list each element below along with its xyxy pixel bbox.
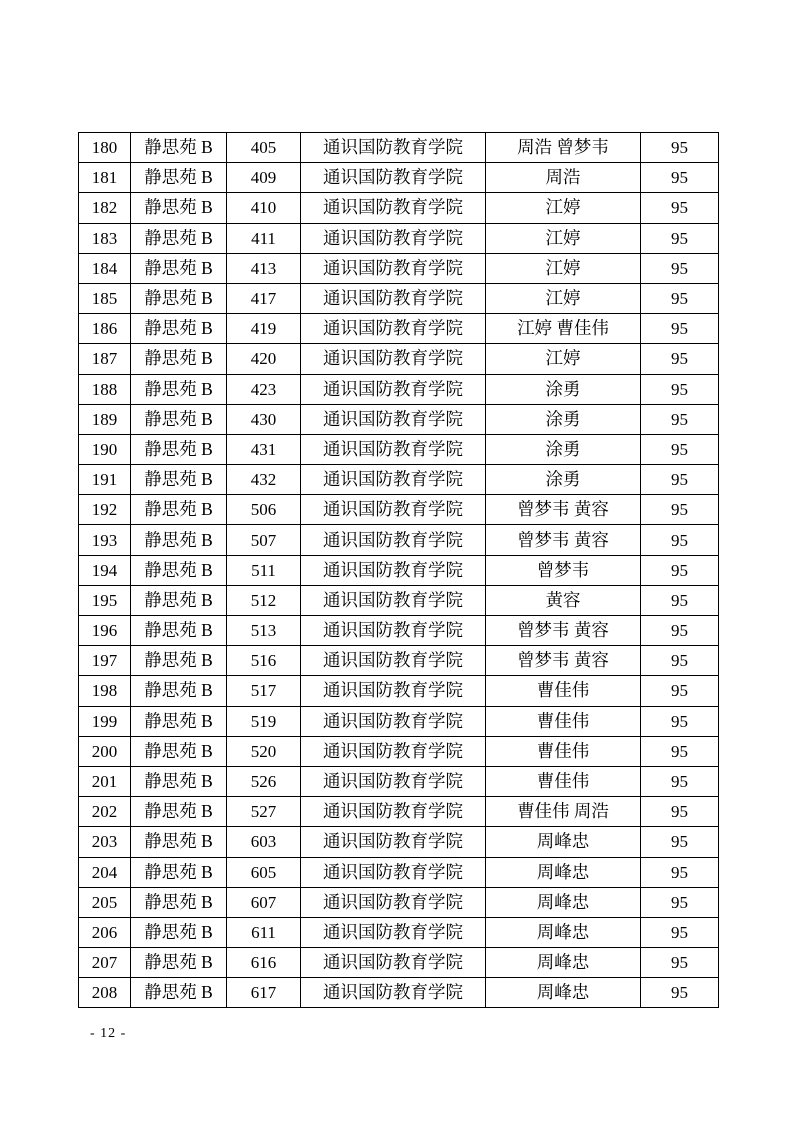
cell-building: 静思苑 B xyxy=(131,133,227,163)
cell-row-number: 181 xyxy=(79,163,131,193)
table-row xyxy=(79,525,719,555)
cell-room: 417 xyxy=(227,283,301,313)
cell-college: 通识国防教育学院 xyxy=(301,978,486,1008)
cell-row-number: 206 xyxy=(79,917,131,947)
cell-row-number: 207 xyxy=(79,948,131,978)
cell-building: 静思苑 B xyxy=(131,555,227,585)
table-row xyxy=(79,465,719,495)
cell-score: 95 xyxy=(641,827,719,857)
dormitory-table-container xyxy=(78,132,719,1008)
cell-room: 513 xyxy=(227,616,301,646)
cell-building: 静思苑 B xyxy=(131,676,227,706)
cell-staff: 周峰忠 xyxy=(486,917,641,947)
cell-college: 通识国防教育学院 xyxy=(301,585,486,615)
cell-college: 通识国防教育学院 xyxy=(301,917,486,947)
table-row xyxy=(79,555,719,585)
cell-college: 通识国防教育学院 xyxy=(301,857,486,887)
cell-building: 静思苑 B xyxy=(131,766,227,796)
table-row xyxy=(79,404,719,434)
cell-building: 静思苑 B xyxy=(131,585,227,615)
cell-college: 通识国防教育学院 xyxy=(301,676,486,706)
cell-staff: 江婷 xyxy=(486,344,641,374)
cell-score: 95 xyxy=(641,525,719,555)
cell-score: 95 xyxy=(641,283,719,313)
cell-row-number: 194 xyxy=(79,555,131,585)
table-row xyxy=(79,133,719,163)
table-row xyxy=(79,676,719,706)
cell-score: 95 xyxy=(641,676,719,706)
cell-room: 413 xyxy=(227,253,301,283)
cell-staff: 周浩 xyxy=(486,163,641,193)
cell-row-number: 187 xyxy=(79,344,131,374)
cell-college: 通识国防教育学院 xyxy=(301,374,486,404)
cell-building: 静思苑 B xyxy=(131,495,227,525)
cell-room: 607 xyxy=(227,887,301,917)
cell-row-number: 203 xyxy=(79,827,131,857)
cell-college: 通识国防教育学院 xyxy=(301,223,486,253)
cell-building: 静思苑 B xyxy=(131,978,227,1008)
cell-building: 静思苑 B xyxy=(131,827,227,857)
cell-score: 95 xyxy=(641,253,719,283)
cell-staff: 黄容 xyxy=(486,585,641,615)
cell-college: 通识国防教育学院 xyxy=(301,948,486,978)
cell-college: 通识国防教育学院 xyxy=(301,344,486,374)
cell-building: 静思苑 B xyxy=(131,857,227,887)
cell-staff: 江婷 曹佳伟 xyxy=(486,314,641,344)
cell-score: 95 xyxy=(641,193,719,223)
cell-row-number: 180 xyxy=(79,133,131,163)
cell-score: 95 xyxy=(641,616,719,646)
cell-college: 通识国防教育学院 xyxy=(301,646,486,676)
cell-room: 507 xyxy=(227,525,301,555)
cell-staff: 周峰忠 xyxy=(486,978,641,1008)
cell-staff: 江婷 xyxy=(486,253,641,283)
cell-row-number: 201 xyxy=(79,766,131,796)
cell-room: 527 xyxy=(227,797,301,827)
cell-college: 通识国防教育学院 xyxy=(301,616,486,646)
cell-staff: 曹佳伟 xyxy=(486,766,641,796)
cell-college: 通识国防教育学院 xyxy=(301,706,486,736)
cell-score: 95 xyxy=(641,646,719,676)
cell-room: 516 xyxy=(227,646,301,676)
cell-room: 423 xyxy=(227,374,301,404)
cell-building: 静思苑 B xyxy=(131,797,227,827)
cell-row-number: 197 xyxy=(79,646,131,676)
cell-room: 430 xyxy=(227,404,301,434)
cell-college: 通识国防教育学院 xyxy=(301,434,486,464)
table-row xyxy=(79,736,719,766)
cell-college: 通识国防教育学院 xyxy=(301,253,486,283)
cell-staff: 涂勇 xyxy=(486,465,641,495)
cell-building: 静思苑 B xyxy=(131,163,227,193)
cell-room: 506 xyxy=(227,495,301,525)
cell-staff: 涂勇 xyxy=(486,434,641,464)
cell-staff: 曹佳伟 周浩 xyxy=(486,797,641,827)
cell-building: 静思苑 B xyxy=(131,917,227,947)
cell-score: 95 xyxy=(641,766,719,796)
cell-staff: 江婷 xyxy=(486,283,641,313)
table-row xyxy=(79,766,719,796)
cell-score: 95 xyxy=(641,495,719,525)
cell-score: 95 xyxy=(641,133,719,163)
table-row xyxy=(79,283,719,313)
cell-row-number: 183 xyxy=(79,223,131,253)
table-row xyxy=(79,163,719,193)
cell-building: 静思苑 B xyxy=(131,948,227,978)
page-number: - 12 - xyxy=(90,1026,127,1041)
table-body xyxy=(79,133,719,1008)
cell-row-number: 204 xyxy=(79,857,131,887)
cell-staff: 周峰忠 xyxy=(486,827,641,857)
cell-score: 95 xyxy=(641,797,719,827)
cell-score: 95 xyxy=(641,978,719,1008)
cell-building: 静思苑 B xyxy=(131,314,227,344)
cell-room: 517 xyxy=(227,676,301,706)
cell-row-number: 184 xyxy=(79,253,131,283)
cell-building: 静思苑 B xyxy=(131,374,227,404)
cell-building: 静思苑 B xyxy=(131,646,227,676)
cell-room: 617 xyxy=(227,978,301,1008)
table-row xyxy=(79,706,719,736)
cell-row-number: 192 xyxy=(79,495,131,525)
cell-staff: 曹佳伟 xyxy=(486,736,641,766)
cell-row-number: 200 xyxy=(79,736,131,766)
cell-staff: 江婷 xyxy=(486,223,641,253)
cell-row-number: 191 xyxy=(79,465,131,495)
cell-score: 95 xyxy=(641,163,719,193)
cell-score: 95 xyxy=(641,706,719,736)
cell-row-number: 205 xyxy=(79,887,131,917)
cell-room: 431 xyxy=(227,434,301,464)
cell-score: 95 xyxy=(641,374,719,404)
cell-building: 静思苑 B xyxy=(131,404,227,434)
cell-row-number: 196 xyxy=(79,616,131,646)
cell-building: 静思苑 B xyxy=(131,283,227,313)
cell-building: 静思苑 B xyxy=(131,344,227,374)
cell-room: 526 xyxy=(227,766,301,796)
cell-building: 静思苑 B xyxy=(131,465,227,495)
table-row xyxy=(79,646,719,676)
cell-college: 通识国防教育学院 xyxy=(301,314,486,344)
cell-staff: 曹佳伟 xyxy=(486,676,641,706)
table-row xyxy=(79,797,719,827)
cell-college: 通识国防教育学院 xyxy=(301,193,486,223)
cell-college: 通识国防教育学院 xyxy=(301,827,486,857)
table-row xyxy=(79,253,719,283)
table-row xyxy=(79,314,719,344)
cell-college: 通识国防教育学院 xyxy=(301,495,486,525)
cell-score: 95 xyxy=(641,344,719,374)
table-row xyxy=(79,193,719,223)
cell-staff: 周峰忠 xyxy=(486,857,641,887)
cell-room: 409 xyxy=(227,163,301,193)
cell-room: 432 xyxy=(227,465,301,495)
cell-row-number: 185 xyxy=(79,283,131,313)
cell-score: 95 xyxy=(641,585,719,615)
cell-room: 603 xyxy=(227,827,301,857)
cell-staff: 曾梦韦 xyxy=(486,555,641,585)
table-row xyxy=(79,827,719,857)
cell-staff: 曾梦韦 黄容 xyxy=(486,646,641,676)
cell-college: 通识国防教育学院 xyxy=(301,736,486,766)
cell-room: 410 xyxy=(227,193,301,223)
cell-row-number: 198 xyxy=(79,676,131,706)
cell-score: 95 xyxy=(641,404,719,434)
cell-score: 95 xyxy=(641,736,719,766)
cell-score: 95 xyxy=(641,314,719,344)
cell-row-number: 195 xyxy=(79,585,131,615)
table-row xyxy=(79,887,719,917)
cell-room: 411 xyxy=(227,223,301,253)
cell-staff: 曾梦韦 黄容 xyxy=(486,616,641,646)
table-row xyxy=(79,344,719,374)
cell-college: 通识国防教育学院 xyxy=(301,887,486,917)
table-row xyxy=(79,585,719,615)
cell-row-number: 186 xyxy=(79,314,131,344)
cell-staff: 涂勇 xyxy=(486,374,641,404)
cell-building: 静思苑 B xyxy=(131,706,227,736)
cell-college: 通识国防教育学院 xyxy=(301,766,486,796)
cell-college: 通识国防教育学院 xyxy=(301,555,486,585)
cell-room: 611 xyxy=(227,917,301,947)
cell-row-number: 182 xyxy=(79,193,131,223)
table-row xyxy=(79,495,719,525)
cell-score: 95 xyxy=(641,948,719,978)
cell-staff: 曾梦韦 黄容 xyxy=(486,495,641,525)
table-row xyxy=(79,616,719,646)
cell-college: 通识国防教育学院 xyxy=(301,283,486,313)
cell-room: 420 xyxy=(227,344,301,374)
cell-staff: 周峰忠 xyxy=(486,887,641,917)
table-row xyxy=(79,434,719,464)
cell-building: 静思苑 B xyxy=(131,887,227,917)
cell-score: 95 xyxy=(641,434,719,464)
cell-college: 通识国防教育学院 xyxy=(301,163,486,193)
cell-room: 520 xyxy=(227,736,301,766)
cell-building: 静思苑 B xyxy=(131,525,227,555)
cell-building: 静思苑 B xyxy=(131,434,227,464)
cell-building: 静思苑 B xyxy=(131,253,227,283)
cell-row-number: 199 xyxy=(79,706,131,736)
dormitory-score-table xyxy=(78,132,719,1008)
cell-row-number: 189 xyxy=(79,404,131,434)
cell-score: 95 xyxy=(641,887,719,917)
cell-college: 通识国防教育学院 xyxy=(301,525,486,555)
cell-college: 通识国防教育学院 xyxy=(301,404,486,434)
cell-room: 616 xyxy=(227,948,301,978)
table-row xyxy=(79,374,719,404)
cell-row-number: 188 xyxy=(79,374,131,404)
cell-room: 405 xyxy=(227,133,301,163)
cell-college: 通识国防教育学院 xyxy=(301,797,486,827)
cell-building: 静思苑 B xyxy=(131,193,227,223)
cell-building: 静思苑 B xyxy=(131,736,227,766)
cell-row-number: 193 xyxy=(79,525,131,555)
table-row xyxy=(79,948,719,978)
cell-score: 95 xyxy=(641,917,719,947)
cell-score: 95 xyxy=(641,555,719,585)
cell-row-number: 190 xyxy=(79,434,131,464)
cell-score: 95 xyxy=(641,857,719,887)
cell-staff: 周浩 曾梦韦 xyxy=(486,133,641,163)
cell-room: 519 xyxy=(227,706,301,736)
cell-staff: 曹佳伟 xyxy=(486,706,641,736)
cell-row-number: 202 xyxy=(79,797,131,827)
cell-staff: 曾梦韦 黄容 xyxy=(486,525,641,555)
table-row xyxy=(79,978,719,1008)
cell-row-number: 208 xyxy=(79,978,131,1008)
cell-college: 通识国防教育学院 xyxy=(301,133,486,163)
cell-staff: 涂勇 xyxy=(486,404,641,434)
cell-building: 静思苑 B xyxy=(131,616,227,646)
cell-score: 95 xyxy=(641,465,719,495)
table-row xyxy=(79,917,719,947)
cell-college: 通识国防教育学院 xyxy=(301,465,486,495)
cell-building: 静思苑 B xyxy=(131,223,227,253)
table-row xyxy=(79,857,719,887)
cell-room: 419 xyxy=(227,314,301,344)
cell-room: 512 xyxy=(227,585,301,615)
cell-room: 511 xyxy=(227,555,301,585)
table-row xyxy=(79,223,719,253)
cell-room: 605 xyxy=(227,857,301,887)
cell-score: 95 xyxy=(641,223,719,253)
cell-staff: 江婷 xyxy=(486,193,641,223)
cell-staff: 周峰忠 xyxy=(486,948,641,978)
